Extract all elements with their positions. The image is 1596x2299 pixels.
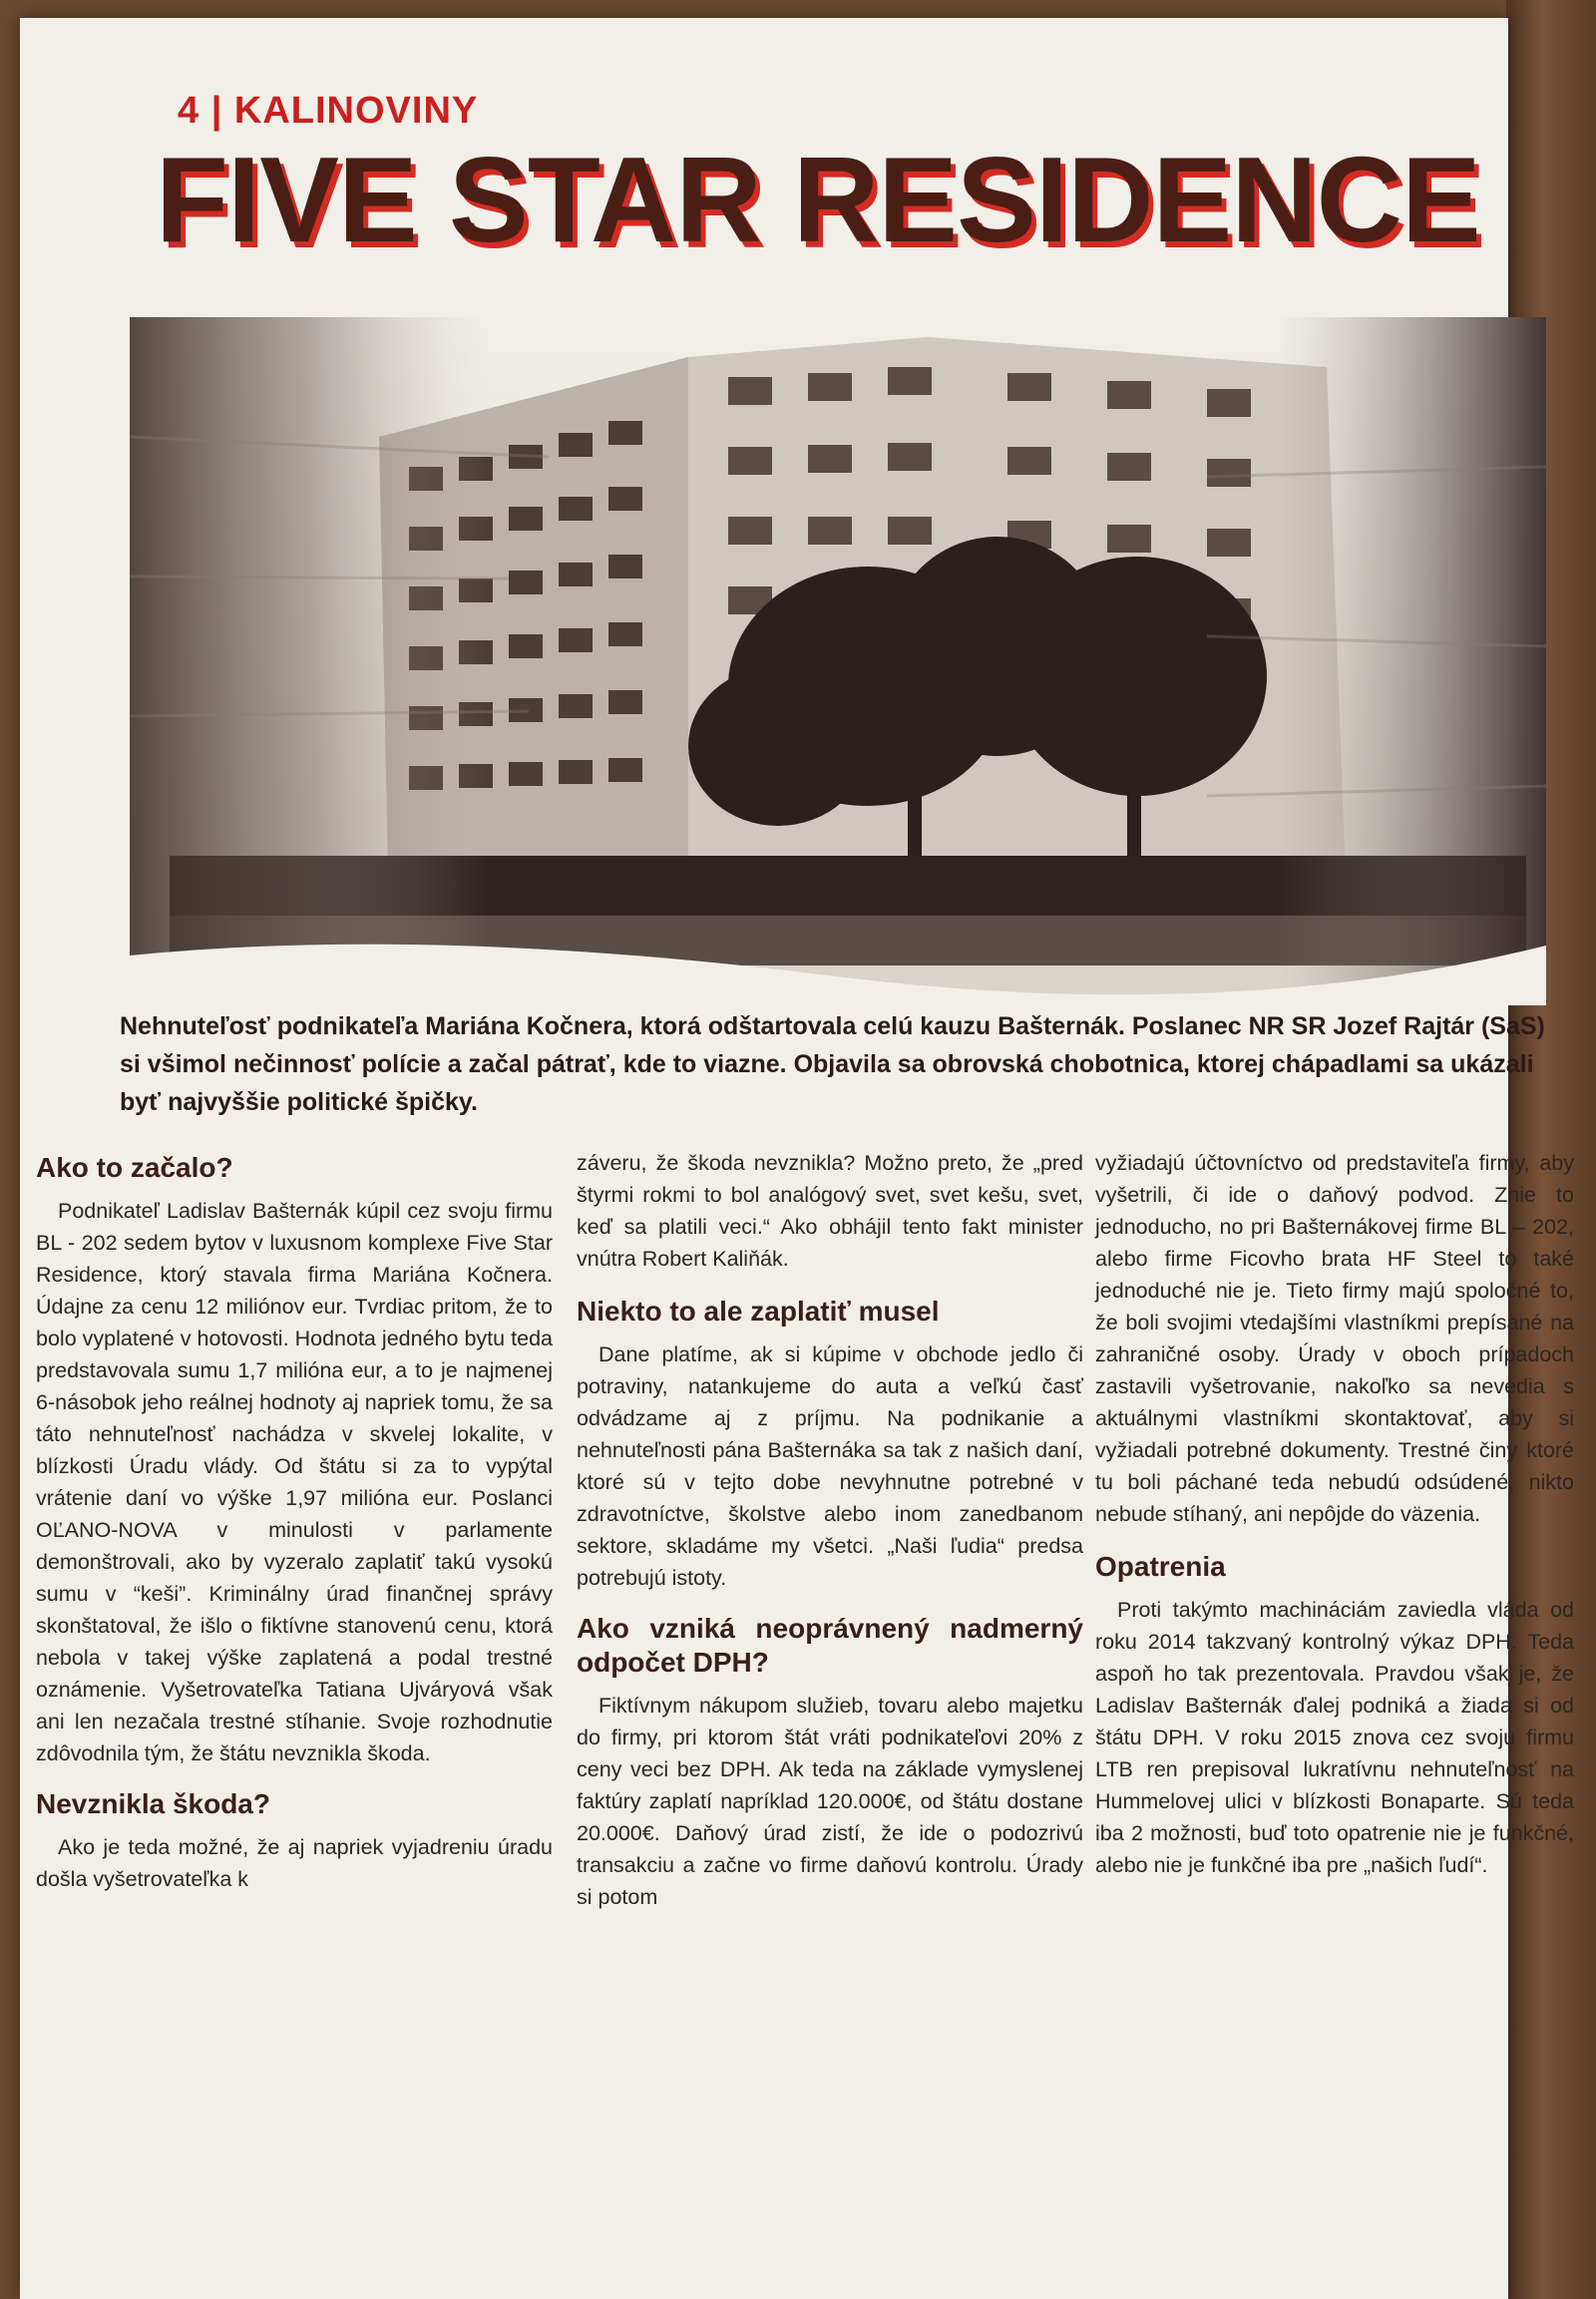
paragraph: vyžiadajú účtovníctvo od predstaviteľa firmy, aby vyšetrili, či ide o daňový podvod. Znie to jednoducho, no pri Bašternákovej firme BL – 202, alebo firme Ficovho brata HF Steel to také jednoduché nie je. Tieto firmy majú spoločné to, že boli svojimi vtedajšími vlastníkmi prepísané na zahraničné osoby. Úrady v oboch prípadoch zastavili vyšetrovanie, nakoľko sa nevedia s aktuálnymi vlastníkmi skontaktovať, aby si vyžiadali potrebné dokumenty. Trestné činy ktoré tu boli páchané teda nebudú odsúdené, nikto nebude stíhaný, ani nepôjde do väzenia. [1095,1151,1574,1526]
paragraph: Fiktívnym nákupom služieb, tovaru alebo majetku do firmy, pri ktorom štát vráti podnikateľovi 20% z ceny veci bez DPH. Ak teda na základe vymyslenej faktúry zaplatí napríklad 120.000€, od štátu dostane 20.000€. Daňový úrad zistí, že ide o podozrivú transakciu a začne vo firme daňovú kontrolu. Úrady si potom [577,1694,1083,1909]
paragraph: Ako je teda možné, že aj napriek vyjadreniu úradu došla vyšetrovateľka k [36,1835,553,1891]
subheading-opatrenia: Opatrenia [1095,1551,1226,1582]
paragraph: Dane platíme, ak si kúpime v obchode jedlo či potraviny, natankujeme do auta a veľkú časť odvádzame aj z príjmu. Na podnikanie a nehnuteľnosti pána Bašternáka sa tak z našich daní, ktoré sú v tejto dobe nevyhnutne potrebné v zdravotníctve, školstve alebo inom zanedbanom sektore, skladáme my všetci. „Naši ľudia“ predsa potrebujú istoty. [577,1342,1083,1590]
lead-paragraph: Nehnuteľosť podnikateľa Mariána Kočnera, ktorá odštartovala celú kauzu Bašternák. Poslanec NR SR Jozef Rajtár (SaS) si všimol nečinnosť polície a začal pátrať, kde to viazne. Objavila sa obrovská chobotnica, ktorej chápadlami sa ukázali byť najvyššie politické špičky. [120,1012,1545,1116]
subheading-ako-to-zacalo: Ako to začalo? [36,1152,233,1183]
subheading-niekto-to-zaplatit: Niekto to ale zaplatiť musel [577,1296,940,1327]
paragraph: Podnikateľ Ladislav Bašternák kúpil cez svoju firmu BL - 202 sedem bytov v luxusnom komplexe Five Star Residence, ktorý stavala firma Mariána Kočnera. Údajne za cenu 12 miliónov eur. Tvrdiac pritom, že to bolo vyplatené v hotovosti. Hodnota jedného bytu teda predstavovala sumu 1,7 milióna eur, a to je najmenej 6-násobok jeho reálnej hodnoty aj napriek tomu, že sa táto nehnuteľnosť nachádza v skvelej lokalite, v blízkosti Úradu vlády. Od štátu si za to vypýtal vrátenie daní vo výške 1,97 milióna eur. Poslanci OĽANO-NOVA v minulosti v parlamente demonštrovali, ako by vyzeralo zaplatiť takú vysokú sumu v “keši”. Kriminálny úrad finančnej správy skonštatoval, že išlo o fiktívne stanovenú cenu, ktorá nebola v takej výške zaplatená a podal trestné oznámenie. Vyšetrovateľka Tatiana Ujváryová však ani len nezačala trestné stíhanie. Svoje rozhodnutie zdôvodnila tým, že štátu nevznikla škoda. [36,1199,553,1765]
column-2 [577,1147,1083,1913]
newspaper-page [20,18,1574,2299]
subheading-nevznikla-skoda: Nevznikla škoda? [36,1788,270,1819]
column-3 [1095,1147,1574,1881]
building-photo [130,317,1546,1005]
subheading-ako-vznika-odpocet: Ako vzniká neoprávnený nadmerný odpočet DPH? [577,1613,1083,1678]
headline: FIVE STAR RESIDENCE [156,132,1480,267]
paragraph: záveru, že škoda nevznikla? Možno preto, že „pred štyrmi rokmi to bol analógový svet, svet kešu, svet, keď sa platili veci.“ Ako obhájil tento fakt minister vnútra Robert Kaliňák. [577,1151,1083,1271]
paragraph: Proti takýmto machináciám zaviedla vláda od roku 2014 takzvaný kontrolný výkaz DPH. Teda aspoň ho tak prezentovala. Pravdou však je, že Ladislav Bašternák ďalej podniká a žiada si od štátu DPH. V roku 2015 znova cez svoju firmu LTB ren prepisoval lukratívnu nehnuteľnosť na Hummelovej ulici v blízkosti Bonaparte. Sú teda iba 2 možnosti, buď toto opatrenie nie je funkčné, alebo nie je funkčné iba pre „našich ľudí“. [1095,1598,1574,1877]
section-tag: 4 | KALINOVINY [178,90,479,132]
column-1 [36,1143,553,1895]
